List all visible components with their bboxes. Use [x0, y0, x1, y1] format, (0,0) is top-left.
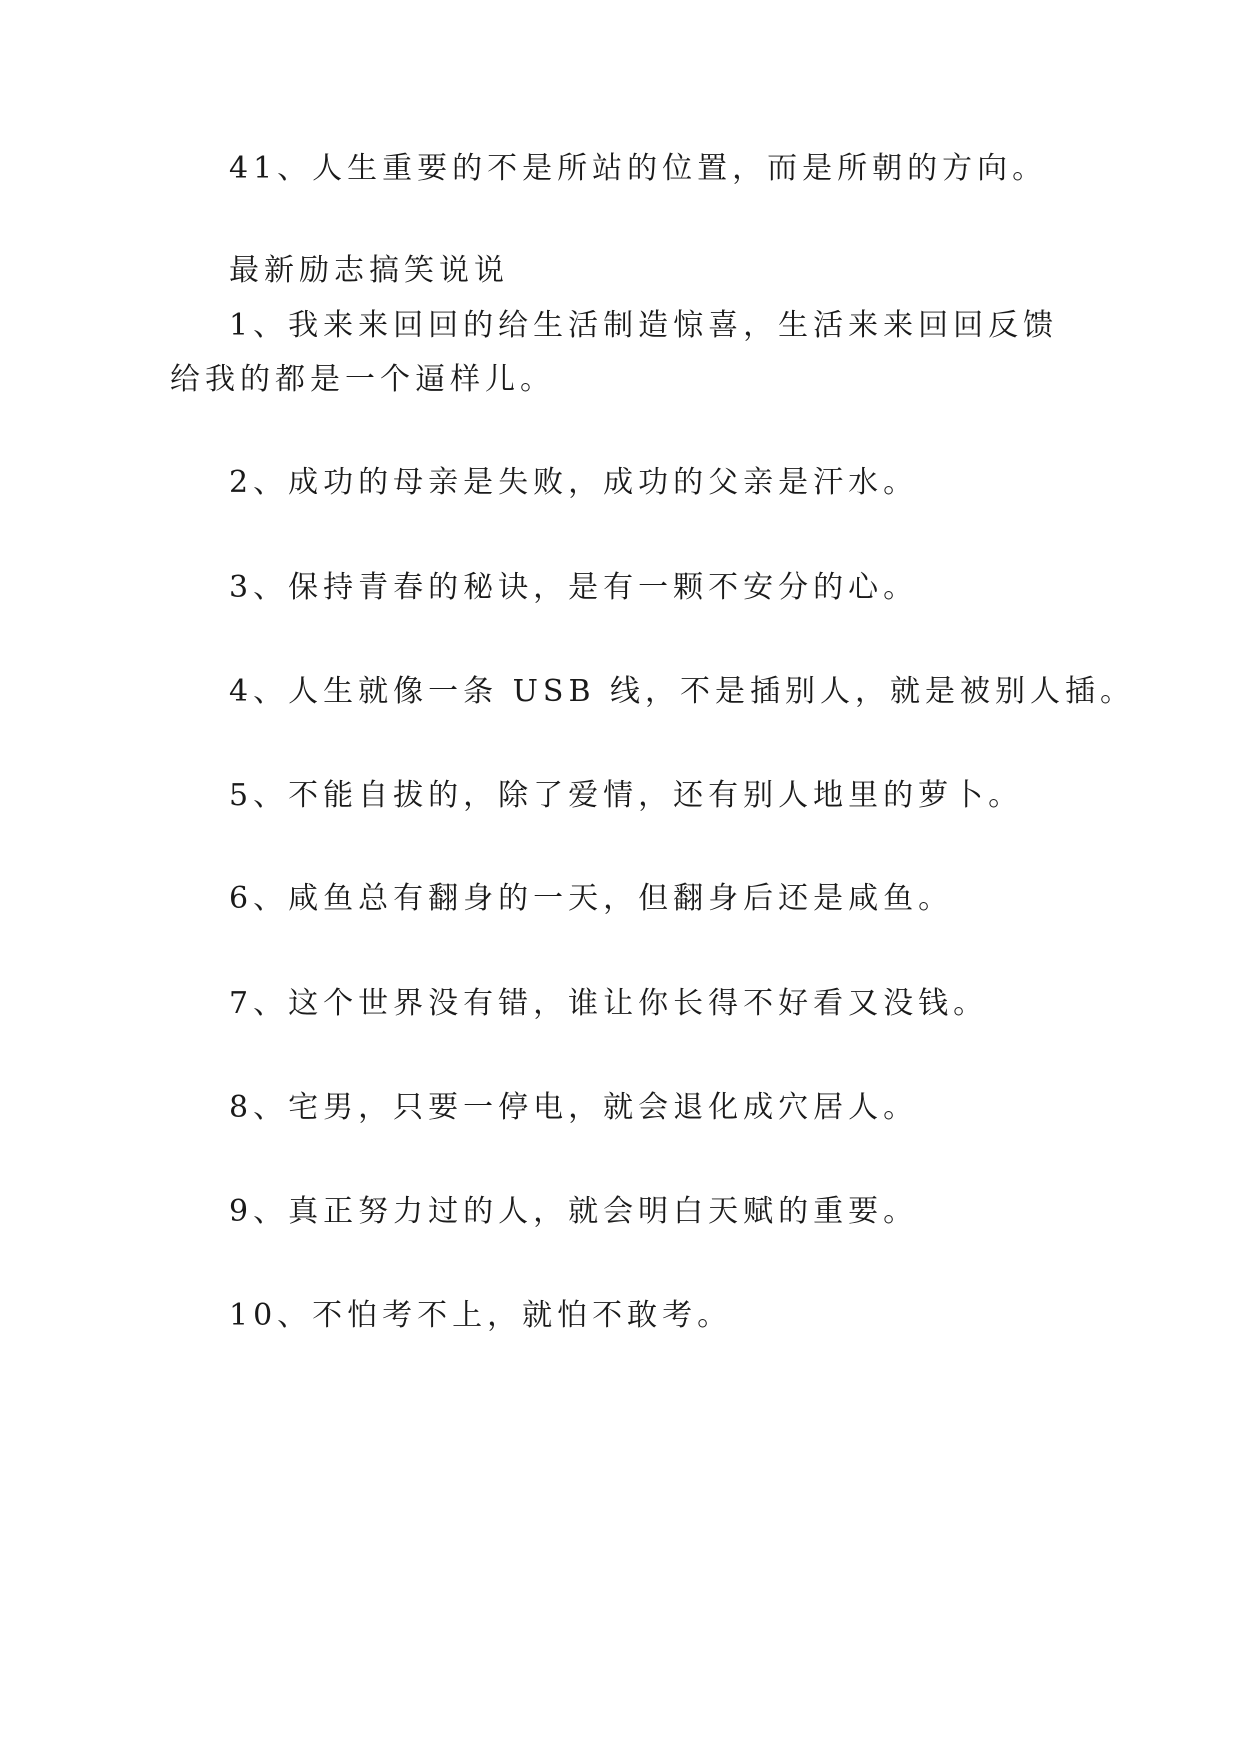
list-item-10: 10、不怕考不上，就怕不敢考。 — [229, 1298, 733, 1333]
list-item-3: 3、保持青春的秘诀，是有一颗不安分的心。 — [229, 570, 919, 605]
list-item-9: 9、真正努力过的人，就会明白天赋的重要。 — [229, 1194, 919, 1229]
paragraph-41: 41、人生重要的不是所站的位置，而是所朝的方向。 — [229, 151, 1048, 186]
list-item-5: 5、不能自拔的，除了爱情，还有别人地里的萝卜。 — [229, 778, 1024, 813]
list-item-8: 8、宅男，只要一停电，就会退化成穴居人。 — [229, 1090, 919, 1125]
list-item-1-line-2: 给我的都是一个逼样儿。 — [170, 362, 555, 397]
section-heading: 最新励志搞笑说说 — [229, 253, 509, 288]
list-item-6: 6、咸鱼总有翻身的一天，但翻身后还是咸鱼。 — [229, 881, 954, 916]
list-item-1-line-1: 1、我来来回回的给生活制造惊喜，生活来来回回反馈 — [229, 308, 1059, 343]
list-item-4: 4、人生就像一条 USB 线，不是插别人，就是被别人插。 — [229, 674, 1136, 709]
list-item-2: 2、成功的母亲是失败，成功的父亲是汗水。 — [229, 465, 919, 500]
list-item-7: 7、这个世界没有错，谁让你长得不好看又没钱。 — [229, 986, 989, 1021]
